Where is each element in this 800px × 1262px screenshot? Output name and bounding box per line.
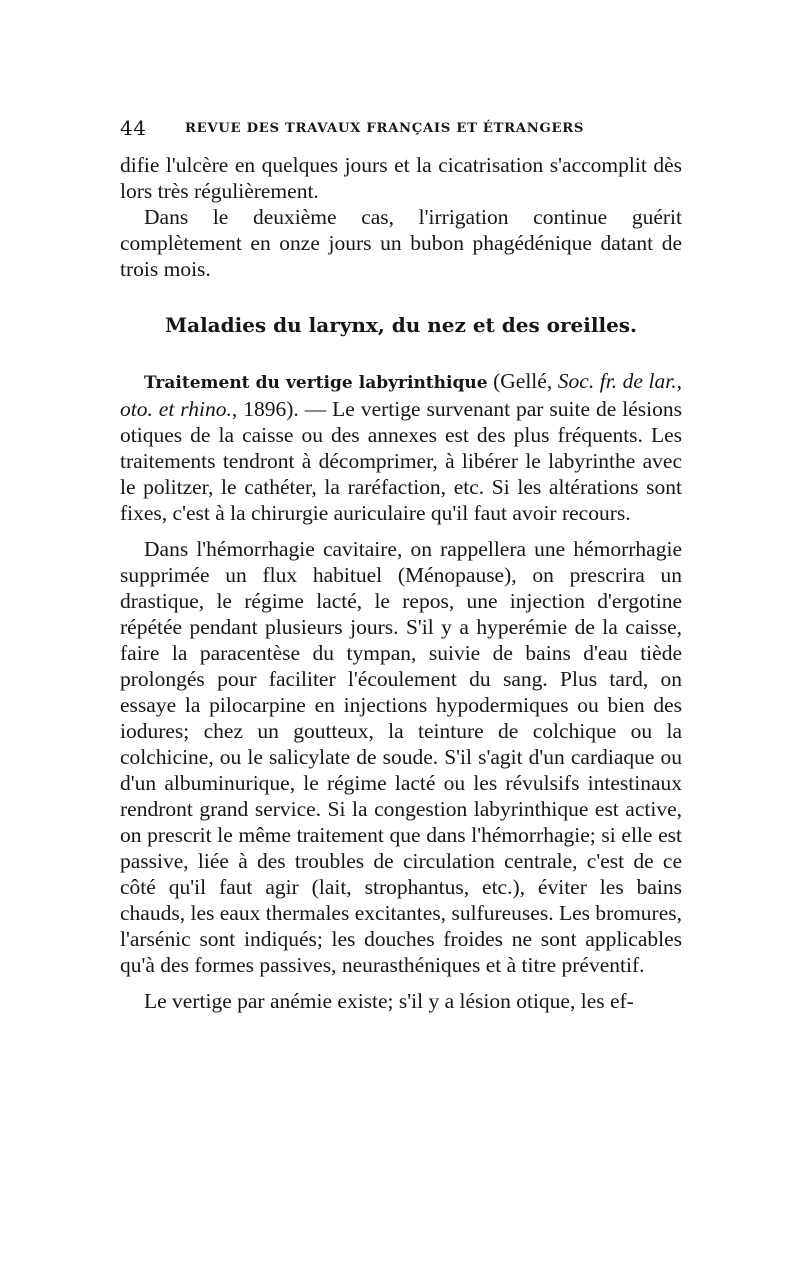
section-title: Maladies du larynx, du nez et des oreilles.	[164, 313, 638, 337]
citation-open: (Gellé,	[487, 369, 558, 393]
page-number: 44	[120, 116, 147, 140]
paragraph-second-case: Dans le deuxième cas, l'irrigation continue guérit complètement en onze jours un bubon phagédénique datant de trois mois.	[120, 205, 682, 281]
running-title: REVUE DES TRAVAUX FRANÇAIS ET ÉTRANGERS	[185, 121, 585, 136]
journal-name: Soc. fr. de lar., oto. et rhino.	[120, 369, 682, 421]
body-text	[120, 152, 682, 1014]
paragraph-continuation: difie l'ulcère en quelques jours et la cicatrisation s'accomplit dès lors très régulièrement.	[120, 153, 682, 203]
article-text: — Le vertige survenant par suite de lésions otiques de la caisse ou des annexes est des plus fréquents. Les traitements tendront à décomprimer, à libérer le labyrinthe avec le politzer, le cathéter, la raréfaction, etc. Si les altérations sont fixes, c'est à la chirurgie auriculaire qu'il faut avoir recours.	[120, 397, 682, 525]
citation-close: , 1896).	[231, 397, 299, 421]
paragraph-hemorrhage: Dans l'hémorrhagie cavitaire, on rappellera une hémorrhagie supprimée un flux habituel (Ménopause), on prescrira un drastique, le régime lacté, le repos, une injection d'ergotine répétée pendant plusieurs jours. S'il y a hyperémie de la caisse, faire la paracentèse du tympan, suivie de bains d'eau tiède prolongés pour faciliter l'écoulement du sang. Plus tard, on essaye la pilocarpine en injections hypodermiques ou bien des iodures; chez un goutteux, la teinture de colchique ou la colchicine, ou le salicylate de soude. S'il s'agit d'un cardiaque ou d'un albuminurique, le régime lacté ou les révulsifs intestinaux rendront grand service. Si la congestion labyrinthique est active, on prescrit le même traitement que dans l'hémorrhagie; si elle est passive, liée à des troubles de circulation centrale, c'est de ce côté qu'il faut agir (lait, strophantus, etc.), éviter les bains chauds, les eaux thermales excitantes, sulfureuses. Les bromures, l'arsénic sont indiqués; les douches froides ne sont applicables qu'à des formes passives, neurasthéniques et à titre préventif.	[120, 537, 682, 977]
paragraph-anemia: Le vertige par anémie existe; s'il y a lésion otique, les ef-	[144, 989, 634, 1013]
article-title: Traitement du vertige labyrinthique	[144, 373, 488, 393]
paragraph-article	[120, 368, 682, 526]
page-header	[120, 116, 682, 146]
